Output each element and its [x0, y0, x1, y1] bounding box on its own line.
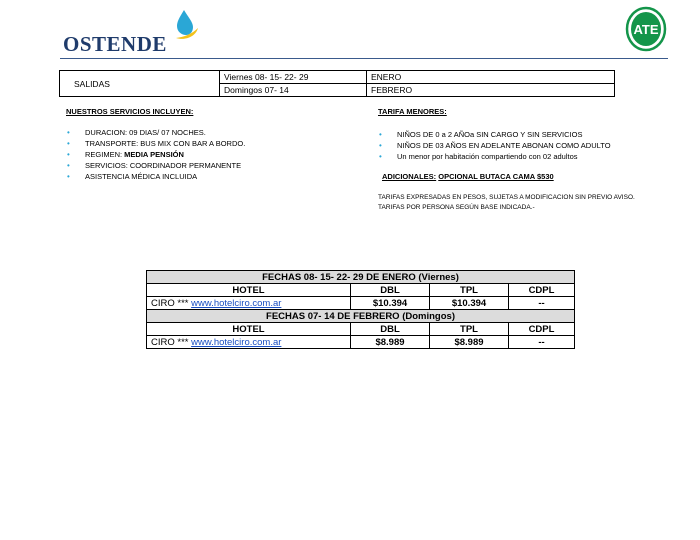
col-tpl: TPL	[430, 323, 509, 336]
tariff-note: TARIFAS EXPRESADAS EN PESOS, SUJETAS A MODIFICACION SIN PREVIO AVISO.	[378, 194, 635, 201]
rates-banner	[147, 310, 575, 323]
list-item: • TRANSPORTE: BUS MIX CON BAR A BORDO.	[67, 139, 246, 148]
dbl-price: $10.394	[351, 297, 430, 310]
adicionales-value: OPCIONAL BUTACA CAMA $530	[438, 172, 554, 181]
salidas-table	[59, 70, 615, 97]
salidas-days: Domingos 07- 14	[220, 84, 367, 97]
salidas-month: ENERO	[367, 71, 615, 84]
col-hotel: HOTEL	[147, 284, 351, 297]
bullet-icon: •	[67, 128, 70, 137]
services-section	[66, 107, 356, 182]
col-hotel: HOTEL	[147, 323, 351, 336]
services-heading: NUESTROS SERVICIOS INCLUYEN:	[66, 107, 194, 116]
minors-heading: TARIFA MENORES:	[378, 107, 447, 116]
list-item	[66, 149, 356, 160]
salidas-days: Viernes 08- 15- 22- 29	[220, 71, 367, 84]
rates-header-row	[147, 284, 575, 297]
rates-block-title: FECHAS 08- 15- 22- 29 DE ENERO (Viernes)	[147, 271, 575, 284]
minors-list	[378, 129, 668, 162]
table-row	[147, 297, 575, 310]
adicionales-line	[378, 172, 668, 181]
bullet-icon: •	[67, 139, 70, 148]
col-tpl: TPL	[430, 284, 509, 297]
list-item: • NIÑOS DE 0 a 2 AÑOa SIN CARGO Y SIN SERVICIOS	[379, 130, 583, 139]
hotel-cell	[147, 297, 351, 310]
table-row	[60, 71, 615, 84]
cdpl-price: --	[509, 297, 575, 310]
cdpl-price: --	[509, 336, 575, 349]
regimen-value: MEDIA PENSIÓN	[124, 150, 184, 159]
bullet-icon: •	[67, 150, 70, 159]
page-title: OSTENDE	[63, 32, 167, 56]
list-item: • NIÑOS DE 03 AÑOS EN ADELANTE ABONAN COMO ADULTO	[379, 141, 611, 150]
tpl-price: $8.989	[430, 336, 509, 349]
salidas-label: SALIDAS	[60, 71, 220, 97]
hotel-name: CIRO ***	[151, 336, 189, 348]
ate-logo-text: ATE	[633, 22, 659, 37]
bullet-icon: •	[379, 141, 382, 150]
hotel-link[interactable]: www.hotelciro.com.ar	[191, 336, 282, 348]
col-dbl: DBL	[351, 284, 430, 297]
list-item: • SERVICIOS: COORDINADOR PERMANENTE	[67, 161, 242, 170]
list-item: • Un menor por habitación compartiendo con 02 adultos	[379, 152, 578, 161]
water-drop-logo-icon	[174, 8, 202, 44]
tpl-price: $10.394	[430, 297, 509, 310]
bullet-icon: •	[379, 152, 382, 161]
bullet-icon: •	[67, 172, 70, 181]
col-cdpl: CDPL	[509, 323, 575, 336]
rates-block-title: FECHAS 07- 14 DE FEBRERO (Domingos)	[147, 310, 575, 323]
tariff-notes	[378, 193, 668, 213]
rates-table	[146, 270, 575, 349]
regimen-prefix: REGIMEN:	[85, 150, 125, 159]
col-cdpl: CDPL	[509, 284, 575, 297]
bullet-icon: •	[67, 161, 70, 170]
table-row	[147, 336, 575, 349]
adicionales-label: ADICIONALES:	[382, 172, 437, 181]
minors-section	[378, 107, 668, 213]
bullet-icon: •	[379, 130, 382, 139]
hotel-cell	[147, 336, 351, 349]
dbl-price: $8.989	[351, 336, 430, 349]
ate-logo-icon	[625, 6, 667, 52]
header-rule	[60, 58, 668, 59]
list-item: • ASISTENCIA MÉDICA INCLUIDA	[67, 172, 198, 181]
rates-header-row	[147, 323, 575, 336]
salidas-month: FEBRERO	[367, 84, 615, 97]
list-item: • DURACION: 09 DIAS/ 07 NOCHES.	[67, 128, 206, 137]
col-dbl: DBL	[351, 323, 430, 336]
hotel-name: CIRO ***	[151, 297, 189, 309]
tariff-note: TARIFAS POR PERSONA SEGÚN BASE INDICADA.-	[378, 204, 535, 211]
services-list	[66, 127, 356, 182]
hotel-link[interactable]: www.hotelciro.com.ar	[191, 297, 282, 309]
rates-banner	[147, 271, 575, 284]
